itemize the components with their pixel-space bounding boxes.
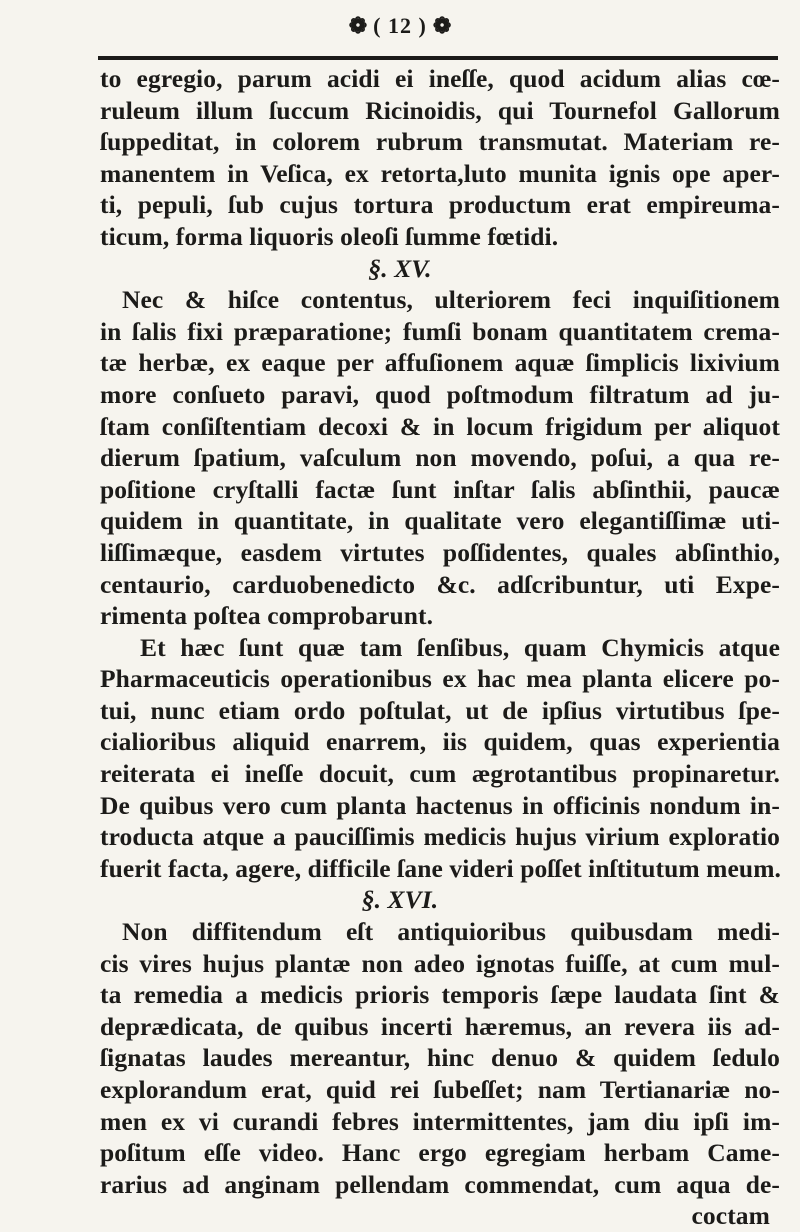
- text-line: reiterata ei ineſſe docuit, cum ægrotantibus propinaretur.: [100, 759, 780, 789]
- text-line: poſitione cryſtalli factæ ſunt inſtar ſalis abſinthii, paucæ: [100, 474, 780, 504]
- text-line: cialioribus aliquid enarrem, iis quidem, quas experientia: [100, 727, 780, 757]
- text-line: ſtam conſiſtentiam decoxi & in locum frigidum per aliquot: [100, 411, 780, 441]
- text-line: rarius ad anginam pellendam commendat, cum aqua de-: [100, 1169, 780, 1199]
- text-line: Nec & hiſce contentus, ulteriorem feci inquiſitionem: [122, 285, 780, 315]
- text-line: explorandum erat, quid rei ſubeſſet; nam Tertianariæ no-: [100, 1075, 780, 1104]
- text-line: tæ herbæ, ex eaque per affuſionem aquæ ſimplicis lixivium: [100, 348, 780, 378]
- text-line: manentem in Veſica, ex retorta,luto munita ignis ope aper-: [100, 158, 780, 188]
- text-line: ſuppeditat, in colorem rubrum transmutat. Materiam re-: [100, 127, 780, 157]
- text-line: Et hæc ſunt quæ tam ſenſibus, quam Chymicis atque: [140, 632, 780, 662]
- text-line: quidem in quantitate, in qualitate vero elegantiſſimæ uti-: [100, 506, 780, 536]
- header-rule: [98, 56, 778, 60]
- text-line: fuerit facta, agere, difficile ſane videri poſſet inſtitutum meum.: [100, 853, 782, 883]
- section-heading-xvi: §. XVI.: [361, 885, 439, 915]
- text-line: cis vires hujus plantæ non adeo ignotas fuiſſe, at cum mul-: [100, 948, 780, 978]
- text-line: dierum ſpatium, vaſculum non movendo, poſui, a qua re-: [100, 443, 780, 473]
- text-line: poſitum eſſe video. Hanc ergo egregiam herbam Came-: [100, 1138, 780, 1168]
- text-line: more conſueto paravi, quod poſtmodum filtratum ad ju-: [100, 379, 780, 409]
- page-number: ( 12 ): [373, 13, 427, 38]
- left-flower-ornament-icon: ❁: [348, 13, 368, 38]
- text-line: troducta atque a pauciſſimis medicis hujus virium exploratio: [100, 822, 780, 852]
- text-line: ti, pepuli, ſub cujus tortura productum erat empireuma-: [100, 190, 780, 220]
- text-line: tui, nunc etiam ordo poſtulat, ut de ipſius virtutibus ſpe-: [100, 695, 780, 725]
- body-text: [100, 63, 780, 1232]
- text-line: deprædicata, de quibus incerti hæremus, an revera iis ad-: [100, 1011, 780, 1041]
- text-line: ſignatas laudes mereantur, hinc denuo & quidem ſedulo: [100, 1043, 780, 1073]
- text-line: in ſalis fixi præparatione; fumſi bonam quantitatem crema-: [100, 316, 780, 346]
- text-line: liſſimæque, easdem virtutes poſſidentes, quales abſinthio,: [100, 537, 780, 567]
- catchword: coctam: [691, 1201, 770, 1231]
- section-heading-xv: §. XV.: [368, 253, 432, 283]
- text-line: to egregio, parum acidi ei ineſſe, quod acidum alias cœ-: [100, 64, 780, 93]
- text-line: Non diffitendum eſt antiquioribus quibusdam medi-: [122, 917, 780, 947]
- text-line: men ex vi curandi febres intermittentes, jam diu ipſi im-: [100, 1106, 780, 1136]
- text-line: De quibus vero cum planta hactenus in officinis nondum in-: [100, 790, 780, 820]
- text-line: centaurio, carduobenedicto &c. adſcribuntur, uti Expe-: [100, 569, 780, 599]
- text-line: ruleum illum ſuccum Ricinoidis, qui Tournefol Gallorum: [100, 95, 780, 125]
- text-line: ta remedia a medicis prioris temporis ſæpe laudata ſint &: [100, 980, 780, 1010]
- text-line: ticum, forma liquoris oleoſi ſumme fœtidi.: [100, 221, 559, 251]
- page-header: [0, 8, 800, 44]
- text-line: Pharmaceuticis operationibus ex hac mea planta elicere po-: [100, 664, 780, 694]
- right-flower-ornament-icon: ❁: [432, 13, 452, 38]
- text-line: rimenta poſtea comprobarunt.: [100, 601, 434, 631]
